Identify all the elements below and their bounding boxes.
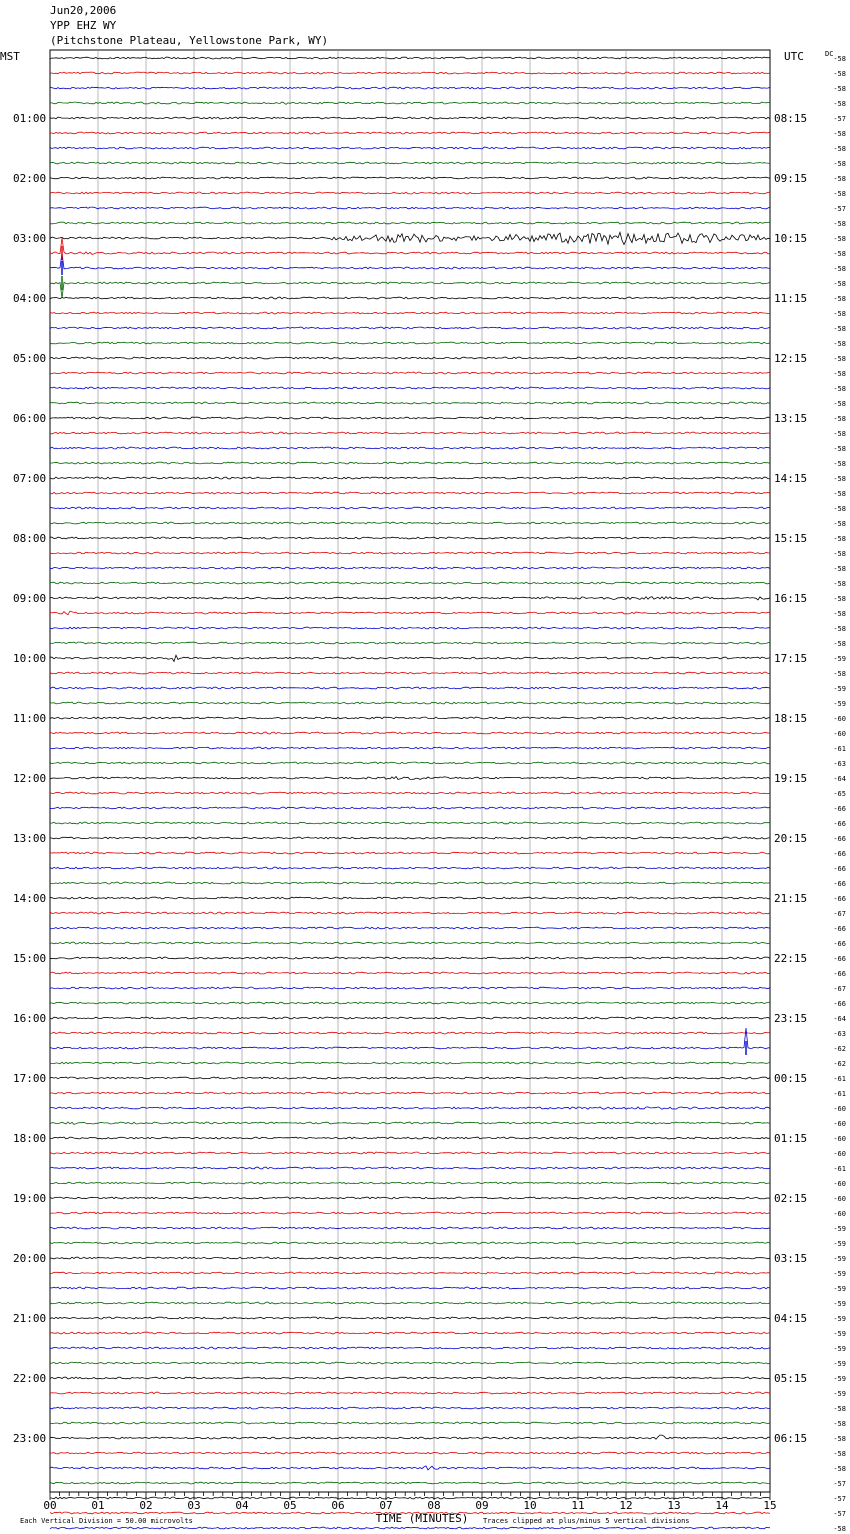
seismic-trace [50, 1212, 770, 1214]
mst-hour-label: 13:00 [13, 832, 47, 845]
dc-offset-label: -59 [833, 655, 846, 663]
mst-hour-label: 21:00 [13, 1312, 47, 1325]
seismic-trace [50, 537, 770, 539]
dc-offset-label: -59 [833, 1255, 846, 1263]
dc-offset-label: -58 [833, 430, 846, 438]
seismic-trace [50, 912, 770, 914]
seismic-trace [50, 1227, 770, 1229]
mst-hour-label: 17:00 [13, 1072, 47, 1085]
seismic-trace [50, 1435, 770, 1439]
seismic-trace [50, 357, 770, 359]
dc-offset-label: -58 [833, 520, 846, 528]
seismic-trace [50, 232, 770, 244]
time-tick-label: 00 [43, 1499, 57, 1512]
seismic-trace [50, 1347, 770, 1349]
dc-offset-label: -66 [833, 805, 846, 813]
dc-offset-label: -58 [833, 385, 846, 393]
seismic-trace [50, 477, 770, 479]
seismic-trace [50, 87, 770, 89]
mst-hour-label: 10:00 [13, 652, 47, 665]
dc-offset-label: -58 [833, 1435, 846, 1443]
seismic-trace [50, 1122, 770, 1125]
dc-offset-label: -58 [833, 295, 846, 303]
seismic-trace [50, 1497, 770, 1499]
dc-offset-label: -67 [833, 985, 846, 993]
utc-hour-label: 18:15 [774, 712, 808, 725]
seismic-trace [50, 507, 770, 509]
dc-offset-label: -63 [833, 760, 846, 768]
seismic-trace [50, 987, 770, 989]
dc-offset-label: -66 [833, 835, 846, 843]
seismic-trace [50, 1062, 770, 1064]
dc-offset-label: -58 [833, 445, 846, 453]
dc-offset-label: -65 [833, 790, 846, 798]
seismic-trace [50, 1392, 770, 1394]
dc-offset-label: -60 [833, 1210, 846, 1218]
utc-hour-label: 11:15 [774, 292, 808, 305]
dc-offset-label: -58 [833, 595, 846, 603]
time-tick-label: 05 [283, 1499, 297, 1512]
dc-offset-label: -58 [833, 250, 846, 258]
dc-offset-label: -58 [833, 400, 846, 408]
dc-offset-label: -58 [833, 580, 846, 588]
mst-hour-label: 01:00 [13, 112, 47, 125]
seismic-trace [50, 1107, 770, 1109]
seismic-trace [50, 57, 770, 59]
seismic-trace [50, 1407, 770, 1409]
utc-hour-label: 15:15 [774, 532, 808, 545]
seismic-trace [50, 642, 770, 644]
seismic-trace [50, 927, 770, 929]
dc-offset-label: -58 [833, 460, 846, 468]
seismic-trace [50, 655, 770, 661]
mst-hour-label: 05:00 [13, 352, 47, 365]
seismic-trace [50, 1317, 770, 1319]
mst-hour-label: 14:00 [13, 892, 47, 905]
time-tick-label: 12 [619, 1499, 633, 1512]
dc-offset-label: -58 [833, 610, 846, 618]
utc-hour-label: 09:15 [774, 172, 808, 185]
utc-hour-label: 12:15 [774, 352, 808, 365]
seismic-trace [50, 1137, 770, 1139]
dc-offset-label: -57 [833, 1480, 846, 1488]
dc-offset-label: -59 [833, 1315, 846, 1323]
dc-offset-label: -66 [833, 895, 846, 903]
dc-offset-label: -58 [833, 100, 846, 108]
utc-hour-label: 23:15 [774, 1012, 808, 1025]
date-label: Jun20,2006 [50, 4, 117, 17]
seismic-trace [50, 732, 770, 734]
dc-offset-label: -59 [833, 1270, 846, 1278]
dc-offset-label: -66 [833, 820, 846, 828]
seismic-trace [50, 957, 770, 959]
dc-offset-label: -64 [833, 775, 846, 783]
seismic-trace [50, 492, 770, 494]
dc-offset-label: -58 [833, 565, 846, 573]
seismic-trace [50, 1466, 770, 1470]
seismic-trace [50, 627, 770, 629]
dc-offset-label: -59 [833, 1225, 846, 1233]
time-tick-label: 04 [235, 1499, 249, 1512]
dc-offset-label: -57 [833, 1510, 846, 1518]
seismic-trace [50, 1197, 770, 1199]
trace-group [50, 57, 770, 1534]
time-tick-label: 15 [763, 1499, 777, 1512]
dc-offset-label: -58 [833, 1450, 846, 1458]
seismic-trace [50, 162, 770, 164]
utc-hour-label: 00:15 [774, 1072, 808, 1085]
seismic-trace [50, 762, 770, 764]
dc-offset-label: -59 [833, 1300, 846, 1308]
seismic-trace [50, 897, 770, 899]
seismic-trace [50, 222, 770, 224]
seismic-trace [50, 207, 770, 209]
seismic-trace [50, 147, 770, 149]
utc-hour-label: 19:15 [774, 772, 808, 785]
seismic-trace [50, 1362, 770, 1364]
dc-offset-label: -58 [833, 325, 846, 333]
dc-offset-label: -60 [833, 1150, 846, 1158]
utc-hour-label: 16:15 [774, 592, 808, 605]
dc-offset-label: -58 [833, 70, 846, 78]
dc-offset-label: -57 [833, 115, 846, 123]
dc-offset-label: -58 [833, 340, 846, 348]
seismic-trace [50, 837, 770, 839]
right-timezone-label: UTC [784, 50, 804, 63]
dc-offset-label: -66 [833, 970, 846, 978]
seismic-trace [50, 567, 770, 569]
seismic-trace [50, 882, 770, 884]
dc-offset-label: -58 [833, 535, 846, 543]
seismic-trace [50, 1002, 770, 1004]
time-tick-label: 10 [523, 1499, 537, 1512]
dc-offset-label: -61 [833, 1165, 846, 1173]
dc-offset-label: -58 [833, 505, 846, 513]
seismic-trace [50, 1257, 770, 1259]
dc-offset-label: -59 [833, 700, 846, 708]
seismic-trace [50, 777, 770, 780]
dc-offset-label: -58 [833, 490, 846, 498]
seismic-trace [50, 1527, 770, 1529]
seismic-trace [50, 747, 770, 749]
mst-hour-label: 20:00 [13, 1252, 47, 1265]
seismic-trace [50, 342, 770, 344]
grid-lines [50, 50, 770, 1492]
dc-offset-label: -58 [833, 1525, 846, 1533]
seismic-trace [50, 942, 770, 944]
seismic-trace [50, 972, 770, 974]
dc-offset-label: -60 [833, 1180, 846, 1188]
dc-offset-label: -58 [833, 475, 846, 483]
dc-offset-label: -58 [833, 130, 846, 138]
dc-offset-label: -62 [833, 1060, 846, 1068]
dc-offset-label: -58 [833, 280, 846, 288]
seismic-trace [50, 1422, 770, 1424]
utc-hour-label: 13:15 [774, 412, 808, 425]
seismic-trace [50, 327, 770, 329]
seismic-trace [50, 522, 770, 524]
dc-offset-label: -58 [833, 550, 846, 558]
seismic-trace [50, 1272, 770, 1274]
dc-offset-label: -63 [833, 1030, 846, 1038]
dc-offset-label: -58 [833, 220, 846, 228]
seismic-trace [50, 253, 770, 269]
dc-offset-label: -60 [833, 1120, 846, 1128]
mst-hour-label: 22:00 [13, 1372, 47, 1385]
seismic-trace [50, 117, 770, 119]
time-tick-label: 03 [187, 1499, 201, 1512]
time-tick-label: 09 [475, 1499, 489, 1512]
seismic-trace [50, 687, 770, 689]
time-tick-label: 14 [715, 1499, 729, 1512]
dc-offset-label: -62 [833, 1045, 846, 1053]
dc-offset-label: -67 [833, 910, 846, 918]
seismic-trace [50, 1452, 770, 1454]
seismic-trace [50, 177, 770, 179]
dc-offset-label: -58 [833, 355, 846, 363]
dc-offset-label: -58 [833, 1420, 846, 1428]
utc-hour-label: 17:15 [774, 652, 808, 665]
seismic-trace [50, 1092, 770, 1094]
mst-hour-label: 12:00 [13, 772, 47, 785]
utc-hour-label: 20:15 [774, 832, 808, 845]
dc-offset-label: -60 [833, 1195, 846, 1203]
mst-hour-label: 11:00 [13, 712, 47, 725]
seismic-trace [50, 387, 770, 389]
seismic-trace [50, 1302, 770, 1304]
dc-offset-label: -57 [833, 205, 846, 213]
mst-hour-label: 18:00 [13, 1132, 47, 1145]
seismic-trace [50, 1028, 770, 1049]
seismic-trace [50, 1482, 770, 1484]
seismic-trace [50, 1077, 770, 1079]
dc-label: DC [825, 50, 834, 58]
dc-offset-label: -60 [833, 730, 846, 738]
utc-hour-label: 14:15 [774, 472, 808, 485]
dc-offset-label: -58 [833, 175, 846, 183]
plot-frame [50, 50, 770, 1492]
dc-offset-label: -58 [833, 160, 846, 168]
seismic-trace [50, 447, 770, 449]
dc-offset-label: -66 [833, 925, 846, 933]
dc-offset-label: -58 [833, 145, 846, 153]
x-axis-label: TIME (MINUTES) [375, 1512, 469, 1525]
seismic-trace [50, 1377, 770, 1379]
dc-offset-label: -61 [833, 745, 846, 753]
utc-hour-label: 21:15 [774, 892, 808, 905]
dc-offset-label: -66 [833, 850, 846, 858]
seismic-trace [50, 132, 770, 134]
utc-hour-label: 22:15 [774, 952, 808, 965]
dc-offset-label: -58 [833, 310, 846, 318]
dc-offset-label: -61 [833, 1075, 846, 1083]
dc-offset-label: -66 [833, 880, 846, 888]
time-tick-label: 01 [91, 1499, 105, 1512]
utc-hour-label: 08:15 [774, 112, 808, 125]
mst-hour-label: 02:00 [13, 172, 47, 185]
footer-clip-note: Traces clipped at plus/minus 5 vertical divisions [483, 1517, 690, 1525]
dc-offset-label: -58 [833, 1465, 846, 1473]
seismic-trace [50, 611, 770, 615]
seismic-trace [50, 402, 770, 404]
time-tick-label: 06 [331, 1499, 345, 1512]
dc-offset-label: -60 [833, 1105, 846, 1113]
seismic-trace [50, 582, 770, 584]
dc-offset-label: -58 [833, 370, 846, 378]
seismic-trace [50, 552, 770, 554]
dc-offset-label: -59 [833, 685, 846, 693]
seismic-trace [50, 597, 770, 600]
dc-offset-label: -66 [833, 940, 846, 948]
time-axis [20, 1492, 777, 1525]
seismic-trace [50, 1017, 770, 1019]
dc-offset-label: -66 [833, 955, 846, 963]
seismic-trace [50, 1182, 770, 1184]
seismic-trace [50, 432, 770, 434]
seismic-trace [50, 702, 770, 704]
utc-hour-label: 04:15 [774, 1312, 808, 1325]
dc-offset-label: -59 [833, 1360, 846, 1368]
time-tick-label: 11 [571, 1499, 585, 1512]
dc-offset-label: -60 [833, 715, 846, 723]
seismic-trace [50, 372, 770, 374]
dc-offset-label: -58 [833, 235, 846, 243]
seismic-trace [50, 102, 770, 104]
seismic-trace [50, 1152, 770, 1154]
utc-hour-label: 02:15 [774, 1192, 808, 1205]
left-timezone-label: MST [0, 50, 20, 63]
dc-offset-label: -58 [833, 55, 846, 63]
seismic-trace [50, 282, 770, 298]
dc-offset-label: -58 [833, 1405, 846, 1413]
mst-hour-label: 15:00 [13, 952, 47, 965]
dc-offset-label: -59 [833, 1390, 846, 1398]
seismic-trace [50, 1287, 770, 1289]
dc-offset-label: -64 [833, 1015, 846, 1023]
dc-offset-label: -58 [833, 640, 846, 648]
seismic-trace [50, 192, 770, 194]
dc-offset-label: -58 [833, 265, 846, 273]
time-tick-label: 08 [427, 1499, 441, 1512]
dc-offset-label: -59 [833, 1375, 846, 1383]
mst-hour-label: 03:00 [13, 232, 47, 245]
footer-scale-note: Each Vertical Division = 50.00 microvolts [20, 1517, 193, 1525]
seismic-trace [50, 72, 770, 74]
seismic-trace [50, 672, 770, 674]
location-label: (Pitchstone Plateau, Yellowstone Park, WY) [50, 34, 329, 47]
seismic-trace [50, 297, 770, 299]
seismic-trace [50, 822, 770, 824]
dc-offset-label: -66 [833, 865, 846, 873]
seismic-trace [50, 717, 770, 719]
utc-hour-label: 05:15 [774, 1372, 808, 1385]
mst-hour-label: 04:00 [13, 292, 47, 305]
dc-offset-label: -57 [833, 1495, 846, 1503]
seismic-trace [50, 852, 770, 854]
mst-hour-label: 16:00 [13, 1012, 47, 1025]
seismic-trace [50, 1332, 770, 1334]
seismic-trace [50, 312, 770, 314]
dc-offset-label: -58 [833, 190, 846, 198]
dc-offset-label: -60 [833, 1135, 846, 1143]
dc-offset-label: -58 [833, 85, 846, 93]
time-tick-label: 13 [667, 1499, 681, 1512]
seismic-trace [50, 1242, 770, 1244]
label-group [0, 50, 846, 1534]
station-label: YPP EHZ WY [50, 19, 117, 32]
utc-hour-label: 06:15 [774, 1432, 808, 1445]
mst-hour-label: 23:00 [13, 1432, 47, 1445]
mst-hour-label: 08:00 [13, 532, 47, 545]
dc-offset-label: -59 [833, 1345, 846, 1353]
dc-offset-label: -59 [833, 1240, 846, 1248]
dc-offset-label: -58 [833, 625, 846, 633]
mst-hour-label: 19:00 [13, 1192, 47, 1205]
seismic-trace [50, 1032, 770, 1034]
mst-hour-label: 09:00 [13, 592, 47, 605]
dc-offset-label: -66 [833, 1000, 846, 1008]
dc-offset-label: -59 [833, 1330, 846, 1338]
utc-hour-label: 10:15 [774, 232, 808, 245]
mst-hour-label: 06:00 [13, 412, 47, 425]
seismic-trace [50, 1167, 770, 1169]
dc-offset-label: -61 [833, 1090, 846, 1098]
dc-offset-label: -59 [833, 1285, 846, 1293]
utc-hour-label: 01:15 [774, 1132, 808, 1145]
seismic-trace [50, 417, 770, 419]
seismic-trace [50, 462, 770, 464]
seismic-trace [50, 807, 770, 809]
dc-offset-label: -58 [833, 670, 846, 678]
time-tick-label: 02 [139, 1499, 153, 1512]
seismic-trace [50, 867, 770, 869]
time-tick-label: 07 [379, 1499, 393, 1512]
seismic-trace [50, 792, 770, 794]
mst-hour-label: 07:00 [13, 472, 47, 485]
dc-offset-label: -58 [833, 415, 846, 423]
utc-hour-label: 03:15 [774, 1252, 808, 1265]
